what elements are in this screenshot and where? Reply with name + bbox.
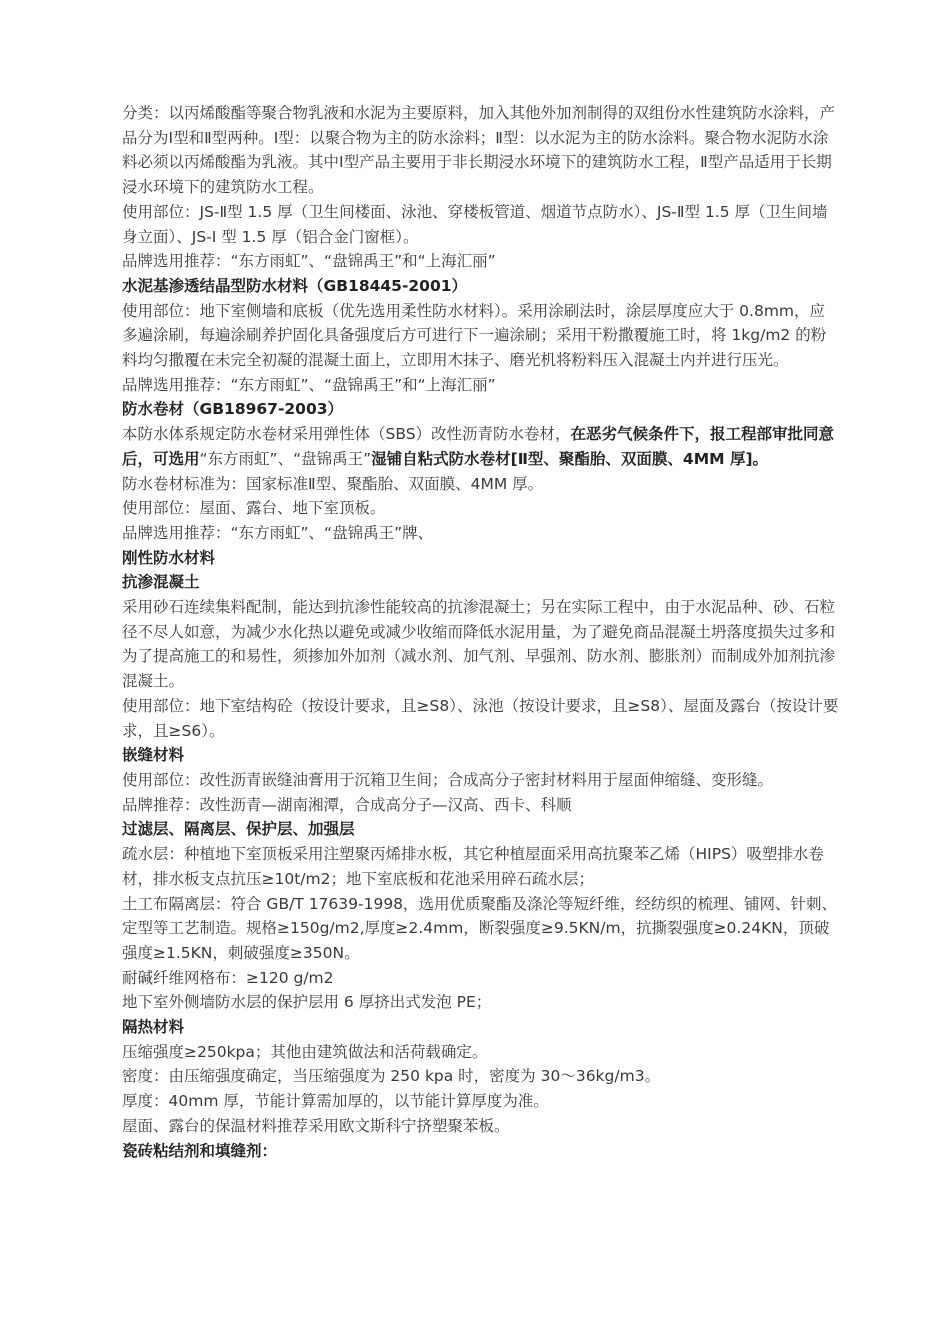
body-paragraph <box>122 1114 840 1139</box>
text-run: 使用部位：屋面、露台、地下室顶板。 <box>122 499 386 518</box>
text-run: 分类：以丙烯酸酯等聚合物乳液和水泥为主要原料，加入其他外加剂制得的双组份水性建筑防水涂料，产品分为Ⅰ型和Ⅱ型两种。Ⅰ型：以聚合物为主的防水涂料；Ⅱ型：以水泥为主的防水涂料。聚合物水泥防水涂料必须以丙烯酸酯为乳液。其中Ⅰ型产品主要用于非长期浸水环境下的建筑防水工程，Ⅱ型产品适用于长期浸水环境下的建筑防水工程。 <box>122 104 836 197</box>
body-paragraph <box>122 249 840 274</box>
body-paragraph <box>122 373 840 398</box>
bold-text-run: 嵌缝材料 <box>122 746 185 765</box>
body-paragraph <box>122 990 840 1015</box>
text-run: 使用部位：改性沥青嵌缝油膏用于沉箱卫生间；合成高分子密封材料用于屋面伸缩缝、变形缝。 <box>122 770 774 789</box>
text-run: 地下室外侧墙防水层的保护层用 6 厚挤出式发泡 PE； <box>122 993 492 1012</box>
body-paragraph <box>122 892 840 966</box>
body-paragraph <box>122 966 840 991</box>
text-run: 本防水体系规定防水卷材采用弹性体（SBS）改性沥青防水卷材， <box>122 425 571 444</box>
text-run: 防水卷材标准为：国家标准Ⅱ型、聚酯胎、双面膜、4MM 厚。 <box>122 474 544 493</box>
body-paragraph <box>122 299 840 373</box>
text-run: 厚度：40mm 厚，节能计算需加厚的，以节能计算厚度为准。 <box>122 1092 549 1111</box>
body-paragraph <box>122 842 840 891</box>
text-run: 使用部位：JS-Ⅱ型 1.5 厚（卫生间楼面、泳池、穿楼板管道、烟道节点防水）、JS-Ⅱ型 1.5 厚（卫生间墙身立面）、JS-Ⅰ 型 1.5 厚（铝合金门窗框）。 <box>122 202 828 246</box>
text-run: 土工布隔离层：符合 GB/T 17639-1998，选用优质聚酯及涤沦等短纤维，经纺织的梳理、铺网、针刺、定型等工艺制造。规格≥150g/m2,厚度≥2.4mm，断裂强度≥9.5KN/m，抗撕裂强度≥0.24KN，顶破强度≥1.5KN，刺破强度≥350N。 <box>122 894 838 962</box>
text-run: 品牌推荐：改性沥青—湖南湘潭，合成高分子—汉高、西卡、科顺 <box>122 795 572 814</box>
body-paragraph <box>122 200 840 249</box>
text-run: 屋面、露台的保温材料推荐采用欧文斯科宁挤塑聚苯板。 <box>122 1116 510 1135</box>
bold-text-run: 在恶劣气候条件下，报工程部审批同意后，可选用 <box>122 425 835 468</box>
bold-text-run: 过滤层、隔离层、保护层、加强层 <box>122 820 355 839</box>
bold-text-run: 瓷砖粘结剂和填缝剂： <box>122 1141 278 1160</box>
body-paragraph <box>122 793 840 818</box>
section-heading <box>122 1015 840 1040</box>
body-paragraph <box>122 422 840 471</box>
bold-text-run: 刚性防水材料 <box>122 548 216 567</box>
text-run: 密度：由压缩强度确定，当压缩强度为 250 kpa 时，密度为 30～36kg/m3。 <box>122 1067 661 1086</box>
text-run: 品牌选用推荐：“东方雨虹”、“盘锦禹王”和“上海汇丽” <box>122 252 496 271</box>
text-run: “东方雨虹”、“盘锦禹王” <box>199 449 372 468</box>
text-run: 压缩强度≥250kpa；其他由建筑做法和活荷载确定。 <box>122 1042 488 1061</box>
bold-text-run: 湿铺自粘式防水卷材[Ⅱ型、聚酯胎、双面膜、4MM 厚]。 <box>371 449 769 468</box>
body-paragraph <box>122 496 840 521</box>
bold-text-run: 水泥基渗透结晶型防水材料（GB18445-2001） <box>122 276 468 295</box>
section-heading <box>122 1139 840 1164</box>
section-heading <box>122 546 840 571</box>
body-paragraph <box>122 694 840 743</box>
section-heading <box>122 274 840 299</box>
section-heading <box>122 570 840 595</box>
section-heading <box>122 397 840 422</box>
text-run: 疏水层：种植地下室顶板采用注塑聚丙烯排水板，其它种植屋面采用高抗聚苯乙烯（HIPS）吸塑排水卷材，排水板支点抗压≥10t/m2；地下室底板和花池采用碎石疏水层； <box>122 845 824 888</box>
body-paragraph <box>122 1040 840 1065</box>
bold-text-run: 抗渗混凝土 <box>122 573 200 592</box>
text-run: 品牌选用推荐：“东方雨虹”、“盘锦禹王”牌、 <box>122 523 434 542</box>
body-paragraph <box>122 472 840 497</box>
text-run: 使用部位：地下室结构砼（按设计要求，且≥S8）、泳池（按设计要求，且≥S8）、屋面及露台（按设计要求，且≥S6）。 <box>122 696 839 740</box>
body-paragraph <box>122 768 840 793</box>
text-run: 耐碱纤维网格布：≥120 g/m2 <box>122 968 334 987</box>
section-heading <box>122 743 840 768</box>
body-paragraph <box>122 1064 840 1089</box>
text-run: 采用砂石连续集料配制，能达到抗渗性能较高的抗渗混凝土；另在实际工程中，由于水泥品种、砂、石粒径不尽人如意，为减少水化热以避免或减少收缩而降低水泥用量，为了避免商品混凝土坍落度损失过多和为了提高施工的和易性，须掺加外加剂（减水剂、加气剂、早强剂、防水剂、膨胀剂）而制成外加剂抗渗混凝土。 <box>122 598 836 691</box>
bold-text-run: 防水卷材（GB18967-2003） <box>122 400 344 419</box>
body-paragraph <box>122 521 840 546</box>
document-body <box>122 101 840 1163</box>
section-heading <box>122 817 840 842</box>
text-run: 品牌选用推荐：“东方雨虹”、“盘锦禹王”和“上海汇丽” <box>122 375 496 394</box>
body-paragraph <box>122 1089 840 1114</box>
text-run: 使用部位：地下室侧墙和底板（优先选用柔性防水材料）。采用涂刷法时，涂层厚度应大于 0.8mm，应多遍涂刷，每遍涂刷养护固化具备强度后方可进行下一遍涂刷；采用干粉撒覆施工时，将 1kg/m2 的粉料均匀撒覆在未完全初凝的混凝土面上，立即用木抹子、磨光机将粉料压入混凝土内并进行压光。 <box>122 301 827 370</box>
body-paragraph <box>122 595 840 694</box>
body-paragraph <box>122 101 840 200</box>
bold-text-run: 隔热材料 <box>122 1018 185 1037</box>
